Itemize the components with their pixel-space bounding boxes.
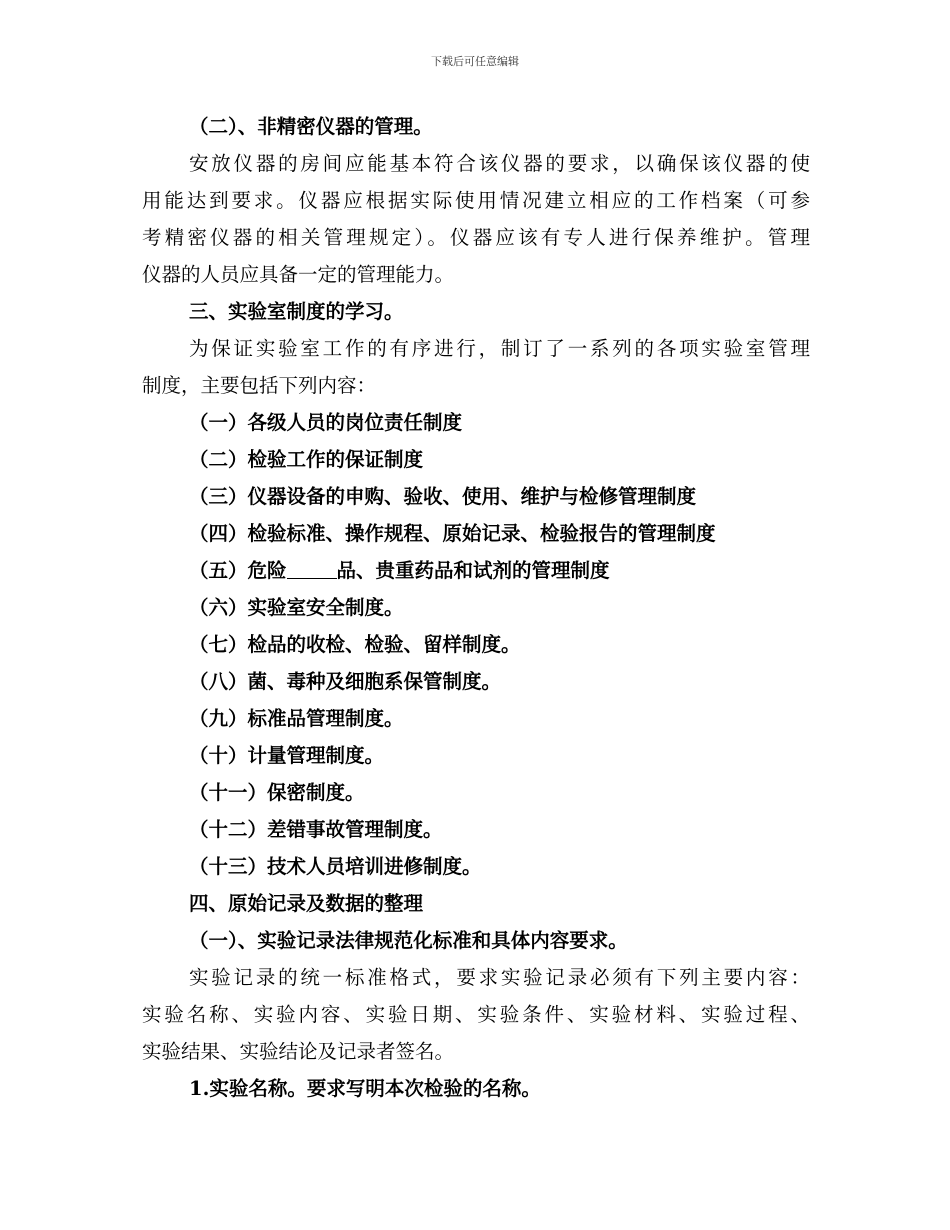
rule-item: （十一）保密制度。 bbox=[189, 781, 365, 804]
item-1: 1.实验名称。要求写明本次检验的名称。 bbox=[189, 1077, 541, 1100]
rule-item: （九）标准品管理制度。 bbox=[189, 707, 404, 730]
paragraph-line: 实验结果、实验结论及记录者签名。 bbox=[142, 1040, 455, 1063]
rule-item: （七）检品的收检、检验、留样制度。 bbox=[189, 633, 521, 656]
paragraph-line: 安放仪器的房间应能基本符合该仪器的要求，以确保该仪器的使 bbox=[189, 152, 810, 175]
paragraph-line: 用能达到要求。仪器应根据实际使用情况建立相应的工作档案（可参 bbox=[142, 189, 810, 212]
rule-item: （十）计量管理制度。 bbox=[189, 744, 385, 767]
rule-item: （四）检验标准、操作规程、原始记录、检验报告的管理制度 bbox=[189, 522, 716, 545]
blank-underline bbox=[287, 560, 337, 579]
section-3-title: 三、实验室制度的学习。 bbox=[189, 300, 404, 323]
rule-item: （八）菌、毒种及细胞系保管制度。 bbox=[189, 670, 502, 693]
section-2-title: （二）、非精密仪器的管理。 bbox=[189, 115, 433, 138]
document-body bbox=[142, 108, 810, 1107]
section-4-1-title: （一）、实验记录法律规范化标准和具体内容要求。 bbox=[189, 929, 628, 952]
rule-5-prefix: （五）危险 bbox=[189, 559, 287, 582]
paragraph-line: 制度，主要包括下列内容： bbox=[142, 374, 377, 397]
paragraph-line: 实验记录的统一标准格式，要求实验记录必须有下列主要内容： bbox=[189, 966, 810, 989]
rule-5-suffix: 品、贵重药品和试剂的管理制度 bbox=[336, 559, 610, 582]
rule-item: （一）各级人员的岗位责任制度 bbox=[189, 411, 463, 434]
section-4-title: 四、原始记录及数据的整理 bbox=[189, 892, 424, 915]
paragraph-line: 仪器的人员应具备一定的管理能力。 bbox=[142, 263, 455, 286]
rule-item: （十二）差错事故管理制度。 bbox=[189, 818, 443, 841]
rule-item: （十三）技术人员培训进修制度。 bbox=[189, 855, 482, 878]
rule-item: （二）检验工作的保证制度 bbox=[189, 448, 424, 471]
rule-item-5 bbox=[142, 552, 810, 589]
paragraph-line: 考精密仪器的相关管理规定）。仪器应该有专人进行保养维护。管理 bbox=[142, 226, 810, 249]
paragraph-line: 为保证实验室工作的有序进行，制订了一系列的各项实验室管理 bbox=[189, 337, 810, 360]
rule-item: （六）实验室安全制度。 bbox=[189, 596, 404, 619]
paragraph-line: 实验名称、实验内容、实验日期、实验条件、实验材料、实验过程、 bbox=[142, 1003, 810, 1026]
page-header: 下载后可任意编辑 bbox=[431, 55, 519, 68]
rule-item: （三）仪器设备的申购、验收、使用、维护与检修管理制度 bbox=[189, 485, 697, 508]
